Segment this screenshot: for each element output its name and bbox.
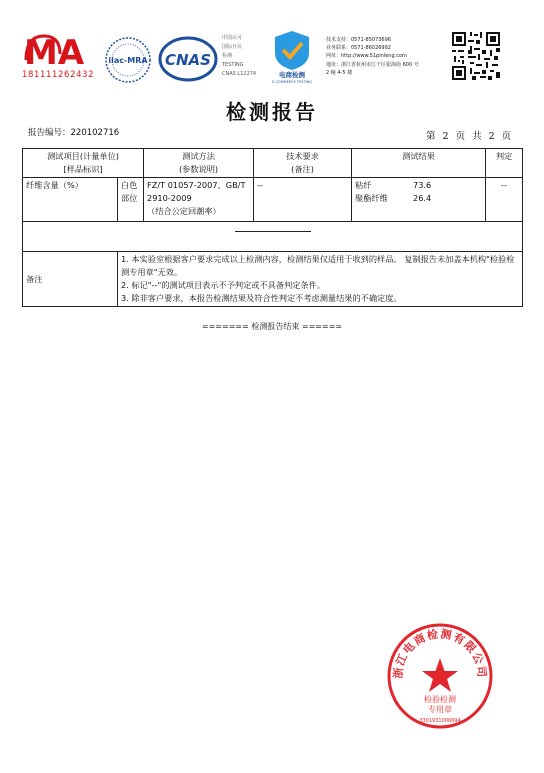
method-line: 2910-2009 (147, 193, 192, 203)
contact-line: 2 幢 4-5 楼 (326, 69, 353, 76)
ecom-label-cn: 电商检测 (279, 71, 305, 79)
ilac-mra-logo (104, 36, 152, 84)
remarks-label: 备注 (23, 252, 118, 307)
remark-item: 3. 除非客户要求，本报告检测结果及符合性判定不考虑测量结果的不确定度。 (121, 293, 402, 303)
result-line (355, 179, 482, 192)
ecom-label-en: E-COMMERCE TESTING (271, 80, 313, 84)
contact-info (326, 36, 446, 77)
separator-line (235, 231, 311, 232)
header-verdict-label: 判定 (495, 151, 513, 161)
header-method-sub: (参数说明) (178, 164, 219, 174)
header-method (144, 149, 254, 178)
official-seal (386, 622, 494, 730)
cert-line: 中国认可 (222, 35, 243, 41)
cell-part: 白色部位 (118, 178, 144, 222)
cell-item: 纤维含量（%） (23, 178, 118, 222)
report-number-label: 报告编号： (28, 128, 71, 138)
remarks-content (118, 252, 523, 307)
ilac-mra-text: ilac-MRA (108, 56, 148, 65)
fiber-name: 粘纤 (355, 180, 372, 190)
cnas-logo (158, 36, 218, 82)
table-row (23, 178, 523, 222)
report-end-marker: ======= 检测报告结束 ====== (201, 322, 343, 331)
header-verdict (486, 149, 523, 178)
cert-line: TESTING (222, 62, 244, 68)
remark-item: 2. 标记"--"的测试项目表示不予判定或不具备判定条件。 (121, 280, 325, 290)
fiber-value: 26.4 (413, 193, 432, 203)
separator-row (23, 222, 523, 252)
contact-line: 地址：浙江省杭州市江干区银海街 600 号 (326, 61, 419, 68)
seal-center-line2: 专用章 (428, 705, 452, 714)
remarks-row (23, 252, 523, 307)
cell-result (352, 178, 486, 222)
page-indicator: 第 2 页 共 2 页 (426, 131, 514, 142)
contact-line: 技术支持：0571-85073696 (326, 37, 391, 43)
report-number (28, 126, 119, 138)
table-header-row (23, 149, 523, 178)
header-item-label: 测试项目(计量单位) (47, 151, 119, 161)
report-title: 检测报告 (226, 100, 318, 124)
seal-center-line1: 检验检测 (424, 695, 456, 704)
fiber-value: 73.6 (413, 180, 432, 190)
cell-verdict: -- (486, 178, 523, 222)
cell-requirement: -- (254, 178, 352, 222)
method-line: FZ/T 01057-2007、GB/T (147, 180, 246, 190)
cnas-text: CNAS (165, 51, 211, 69)
header-requirement-label: 技术要求 (286, 151, 319, 161)
seal-number: 3301931006694 (419, 718, 461, 724)
header-method-label: 测试方法 (182, 151, 215, 161)
header-item-sub: [样品标识] (63, 164, 103, 174)
result-line (355, 192, 482, 205)
ecommerce-testing-logo (265, 28, 319, 84)
header-result-label: 测试结果 (402, 151, 435, 161)
cert-info (222, 34, 262, 79)
cell-method (144, 178, 254, 222)
contact-line: 网址：http://www.51pinleng.com (326, 53, 407, 60)
cma-logo-text: MA (24, 33, 85, 73)
header-requirement (254, 149, 352, 178)
method-note: （结合公定回潮率） (147, 206, 221, 216)
cma-number: 181111262432 (22, 70, 95, 80)
separator-cell (23, 222, 523, 252)
report-number-value: 220102716 (70, 128, 120, 138)
cert-line: 国际互认 (222, 44, 243, 50)
results-table (22, 148, 523, 307)
cert-line: 检测 (222, 53, 233, 59)
seal-company: 浙江电商检测有限公司 (391, 627, 489, 680)
fiber-name: 聚酯纤维 (355, 193, 388, 203)
header-item (23, 149, 144, 178)
header-result (352, 149, 486, 178)
qr-code (450, 30, 502, 82)
cert-line: CNAS L12274 (222, 71, 257, 77)
remark-item: 1. 本实验室根据客户要求完成以上检测内容，检测结果仅适用于收到的样品。 复制报告未加盖本机构"检验检测专用章"无效。 (121, 254, 515, 277)
contact-line: 业务联系：0571-86026992 (326, 45, 391, 52)
header-requirement-sub: (备注) (291, 164, 314, 174)
